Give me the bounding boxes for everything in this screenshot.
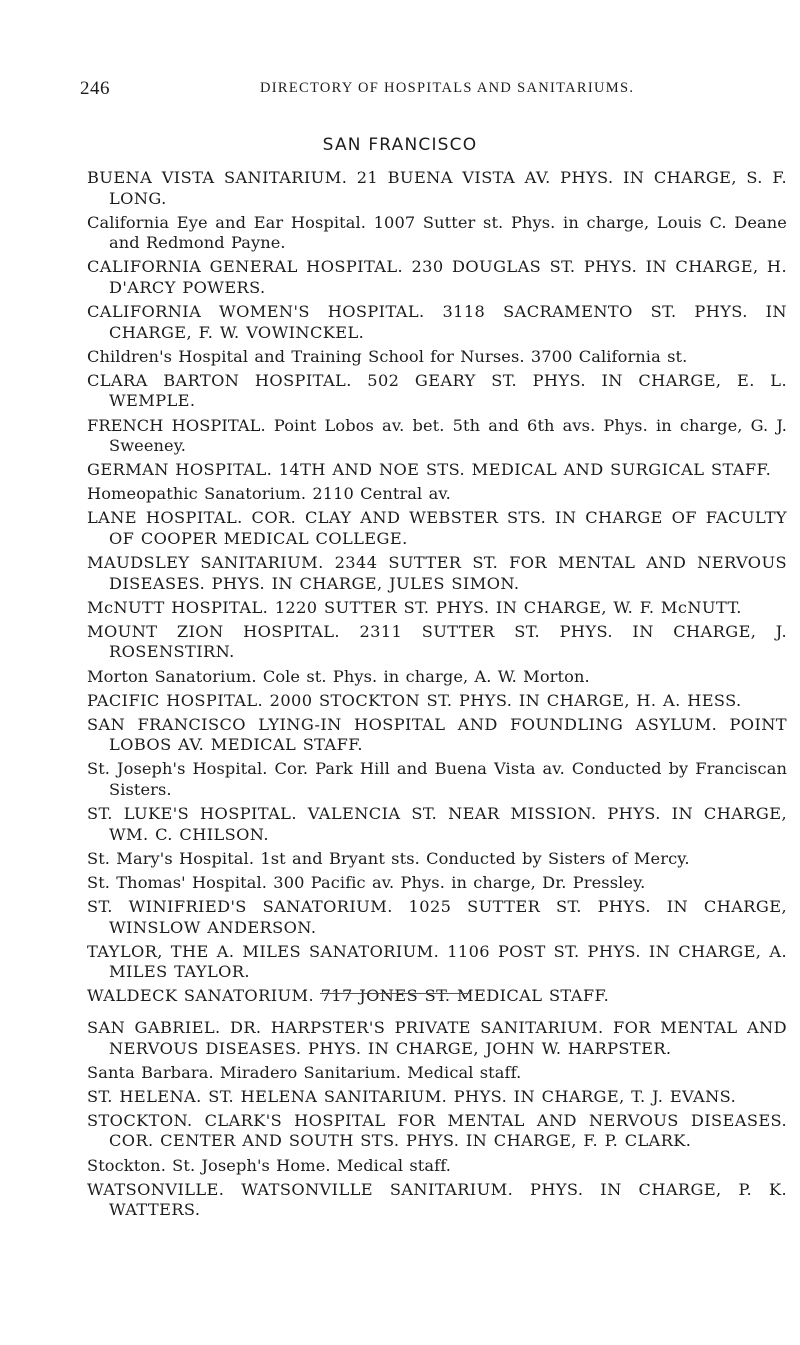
directory-entry: Homeopathic Sanatorium. 2110 Central av.	[87, 484, 451, 504]
directory-entry: WALDECK SANATORIUM. 717 JONES ST. MEDICAL STAFF.	[87, 986, 610, 1006]
directory-entry: CALIFORNIA WOMEN'S HOSPITAL. 3118 SACRAMENTO ST. PHYS. IN CHARGE, F. W. VOWINCKEL.	[87, 302, 787, 342]
directory-entry: St. Mary's Hospital. 1st and Bryant sts. Conducted by Sisters of Mercy.	[87, 848, 690, 868]
directory-entry: STOCKTON. CLARK'S HOSPITAL FOR MENTAL AND NERVOUS DISEASES. COR. CENTER AND SOUTH STS. PHYS. IN CHARGE, F. P. CLARK.	[87, 1110, 787, 1151]
directory-entry: WATSONVILLE. WATSONVILLE SANITARIUM. PHYS. IN CHARGE, P. K. WATTERS.	[87, 1179, 787, 1220]
directory-entry: SAN GABRIEL. DR. HARPSTER'S PRIVATE SANITARIUM. FOR MENTAL AND NERVOUS DISEASES. PHYS. IN CHARGE, JOHN W. HARPSTER.	[87, 1018, 787, 1058]
directory-entry: MOUNT ZION HOSPITAL. 2311 SUTTER ST. PHYS. IN CHARGE, J. ROSENSTIRN.	[87, 621, 787, 662]
directory-entry: Stockton. St. Joseph's Home. Medical staff.	[87, 1155, 452, 1175]
directory-entry: ST. WINIFRIED'S SANATORIUM. 1025 SUTTER ST. PHYS. IN CHARGE, WINSLOW ANDERSON.	[87, 897, 787, 937]
section-title: SAN FRANCISCO	[322, 135, 478, 155]
directory-entry: Morton Sanatorium. Cole st. Phys. in charge, A. W. Morton.	[87, 666, 590, 686]
directory-entry: FRENCH HOSPITAL. Point Lobos av. bet. 5th and 6th avs. Phys. in charge, G. J. Sweeney.	[87, 415, 787, 456]
directory-entry: Children's Hospital and Training School for Nurses. 3700 California st.	[87, 346, 688, 366]
running-title: DIRECTORY OF HOSPITALS AND SANITARIUMS.	[260, 80, 635, 96]
directory-entry: LANE HOSPITAL. COR. CLAY AND WEBSTER STS. IN CHARGE OF FACULTY OF COOPER MEDICAL COLLEGE.	[87, 508, 787, 548]
directory-entry: CALIFORNIA GENERAL HOSPITAL. 230 DOUGLAS ST. PHYS. IN CHARGE, H. D'ARCY POWERS.	[87, 257, 787, 297]
directory-entry: St. Thomas' Hospital. 300 Pacific av. Phys. in charge, Dr. Pressley.	[87, 872, 646, 892]
directory-entry: MAUDSLEY SANITARIUM. 2344 SUTTER ST. FOR MENTAL AND NERVOUS DISEASES. PHYS. IN CHARGE, JULES SIMON.	[87, 553, 787, 593]
directory-entry: ST. HELENA. ST. HELENA SANITARIUM. PHYS. IN CHARGE, T. J. EVANS.	[87, 1086, 737, 1106]
section-separator	[320, 993, 470, 994]
other-locations-entries	[87, 1018, 787, 1224]
page-number: 246	[80, 78, 110, 99]
directory-entry: ST. LUKE'S HOSPITAL. VALENCIA ST. NEAR MISSION. PHYS. IN CHARGE, WM. C. CHILSON.	[87, 804, 787, 844]
directory-entry: SAN FRANCISCO LYING-IN HOSPITAL AND FOUNDLING ASYLUM. POINT LOBOS AV. MEDICAL STAFF.	[87, 714, 787, 755]
running-head	[80, 78, 770, 102]
directory-entry: McNUTT HOSPITAL. 1220 SUTTER ST. PHYS. IN CHARGE, W. F. McNUTT.	[87, 597, 742, 617]
directory-entry: TAYLOR, THE A. MILES SANATORIUM. 1106 POST ST. PHYS. IN CHARGE, A. MILES TAYLOR.	[87, 941, 787, 982]
directory-entry: Santa Barbara. Miradero Sanitarium. Medical staff.	[87, 1062, 522, 1082]
directory-entry: PACIFIC HOSPITAL. 2000 STOCKTON ST. PHYS. IN CHARGE, H. A. HESS.	[87, 690, 742, 710]
directory-entry: GERMAN HOSPITAL. 14TH AND NOE STS. MEDICAL AND SURGICAL STAFF.	[87, 460, 772, 480]
directory-entry: CLARA BARTON HOSPITAL. 502 GEARY ST. PHYS. IN CHARGE, E. L. WEMPLE.	[87, 370, 787, 411]
san-francisco-entries	[87, 168, 787, 1010]
directory-entry: St. Joseph's Hospital. Cor. Park Hill and Buena Vista av. Conducted by Franciscan Sisters.	[87, 759, 787, 800]
directory-entry: California Eye and Ear Hospital. 1007 Sutter st. Phys. in charge, Louis C. Deane and Redmond Payne.	[87, 212, 787, 253]
directory-entry: BUENA VISTA SANITARIUM. 21 BUENA VISTA AV. PHYS. IN CHARGE, S. F. LONG.	[87, 168, 787, 208]
